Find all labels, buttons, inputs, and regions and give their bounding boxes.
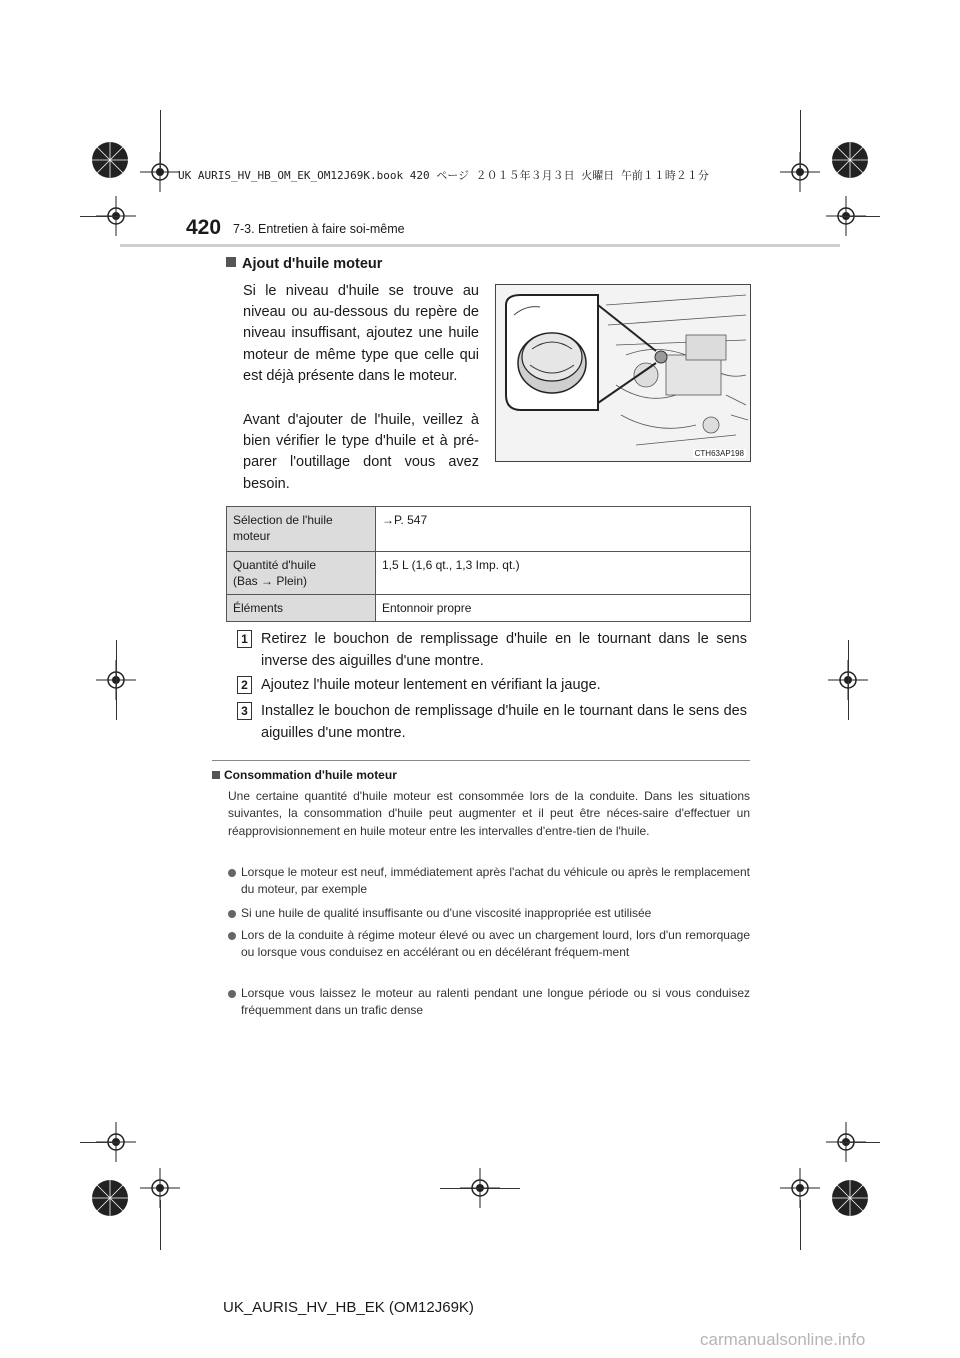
crop-line [840, 216, 880, 217]
watermark: carmanualsonline.info [700, 1330, 866, 1349]
section-heading-text: Ajout d'huile moteur [242, 256, 383, 272]
bullet-icon [228, 929, 238, 939]
spec-value: Entonnoir propre [376, 595, 751, 622]
notes-heading-text: Consommation d'huile moteur [224, 768, 397, 782]
registration-target-icon [80, 130, 140, 190]
page-number: 420 [186, 216, 222, 239]
notes-bullet: Lors de la conduite à régime moteur élevé ou avec un chargement lourd, lors d'un remorquage ou lorsque vous conduisez en accélérant ou en décélérant fréquem-ment [241, 928, 750, 960]
notes-bullet: Lorsque le moteur est neuf, immédiatement après l'achat du véhicule ou après le remplacement du moteur, par exemple [241, 865, 750, 897]
engine-bay-illustration-icon [496, 285, 750, 461]
spec-key-line: Quantité d'huile [233, 558, 317, 572]
section-separator [212, 760, 750, 761]
section-title: 7-3. Entretien à faire soi-même [233, 222, 405, 236]
crop-line [160, 1200, 161, 1250]
step-text: Installez le bouchon de remplissage d'huile en le tournant dans le sens des aiguilles d'une montre. [261, 703, 747, 741]
bullet-icon [228, 907, 238, 917]
notes-bullet: Lorsque vous laissez le moteur au ralenti pendant une longue période ou si vous conduisez fréquemment dans un trafic dense [241, 986, 750, 1018]
notes-intro: Une certaine quantité d'huile moteur est consommée lors de la conduite. Dans les situations suivantes, la consommation d'huile peut augmenter et il peut être néces-saire d'effectuer un réapprovisionnement en huile moteur entre les intervalles d'entre-tien de l'huile. [228, 789, 750, 838]
registration-target-icon [820, 130, 880, 190]
registration-target-icon [80, 1168, 140, 1228]
spec-key [227, 552, 376, 595]
spec-key: Sélection de l'huile moteur [227, 507, 376, 552]
section-heading [226, 256, 382, 272]
square-bullet-icon [226, 257, 236, 267]
step-number: 2 [237, 676, 252, 694]
step-number: 3 [237, 702, 252, 720]
spec-key: Éléments [227, 595, 376, 622]
table-row [227, 507, 751, 552]
spec-value: 1,5 L (1,6 qt., 1,3 Imp. qt.) [376, 552, 751, 595]
spec-key-line: (Bas → Plein) [233, 574, 308, 588]
crop-line [160, 110, 161, 170]
oil-specs-table [226, 506, 751, 622]
bullet-icon [228, 866, 238, 876]
crop-line [116, 640, 117, 720]
intro-paragraph-1: Si le niveau d'huile se trouve au niveau ou au-dessous du repère de niveau insuffisant, ajoutez une huile moteur de même type que celle qui est déjà présente dans le moteur. [243, 283, 479, 384]
header-rule [120, 244, 840, 247]
table-row [227, 552, 751, 595]
figure-code: CTH63AP198 [694, 449, 744, 458]
spec-value: →P. 547 [376, 507, 751, 552]
crop-line [800, 110, 801, 170]
crop-line [440, 1188, 520, 1189]
notes-heading [212, 768, 397, 782]
engine-oil-cap-figure [495, 284, 751, 462]
book-stamp: UK AURIS_HV_HB_OM_EK_OM12J69K.book 420 ページ ２０１５年３月３日 火曜日 午前１１時２１分 [178, 169, 709, 182]
registration-target-icon [820, 1168, 880, 1228]
crop-line [840, 1142, 880, 1143]
footer-code: UK_AURIS_HV_HB_EK (OM12J69K) [223, 1299, 474, 1316]
crop-line [800, 1200, 801, 1250]
crop-line [80, 1142, 120, 1143]
bullet-icon [228, 987, 238, 997]
intro-paragraph-2: Avant d'ajouter de l'huile, veillez à bien vérifier le type d'huile et à pré-parer l'outillage dont vous avez besoin. [243, 412, 479, 492]
crop-line [848, 640, 849, 720]
step-number: 1 [237, 630, 252, 648]
notes-bullet: Si une huile de qualité insuffisante ou d'une viscosité inappropriée est utilisée [241, 906, 652, 920]
crop-line [80, 216, 120, 217]
table-row [227, 595, 751, 622]
step-text: Retirez le bouchon de remplissage d'huile en le tournant dans le sens inverse des aiguilles d'une montre. [261, 631, 747, 669]
square-bullet-icon [212, 771, 220, 779]
step-text: Ajoutez l'huile moteur lentement en vérifiant la jauge. [261, 677, 601, 693]
